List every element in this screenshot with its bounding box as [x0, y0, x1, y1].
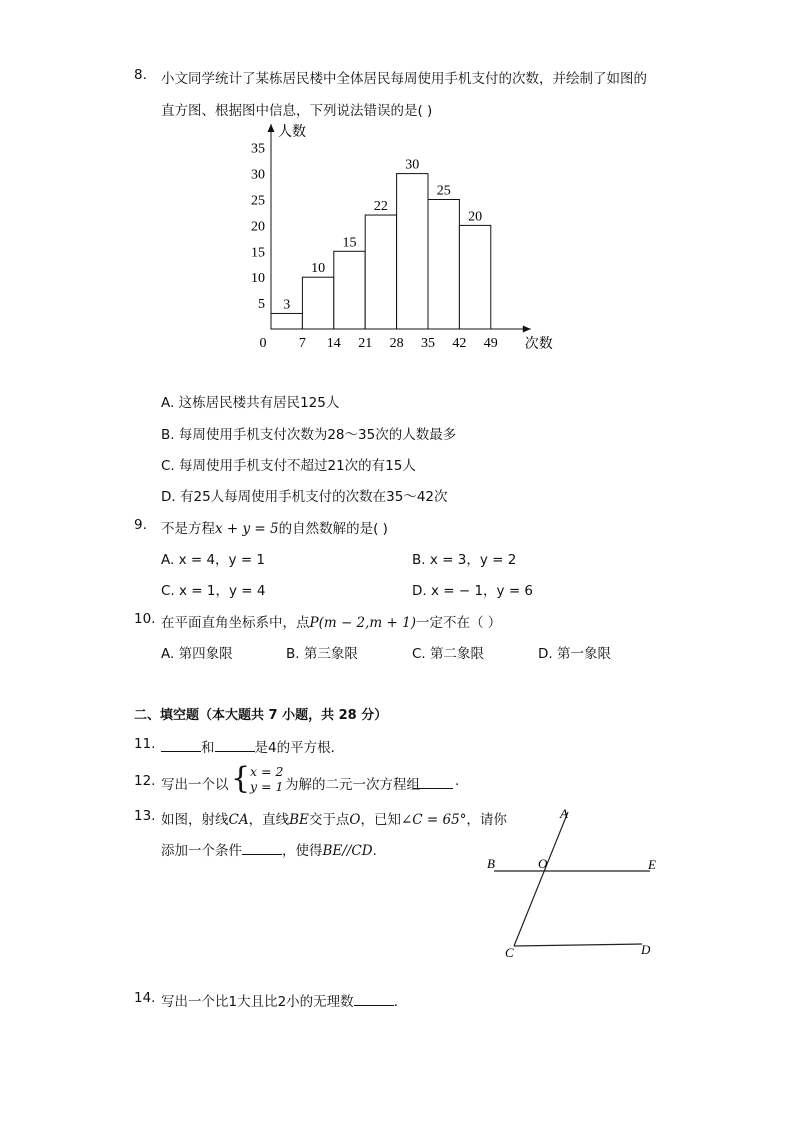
x-tick-label: 42: [452, 336, 467, 351]
bar-value-label: 15: [342, 235, 357, 251]
section-title: 二、填空题（本大题共 7 小题，共 28 分）: [134, 708, 388, 723]
line-cd: [514, 944, 642, 946]
q9-option-d: D. x = − 1，y = 6: [412, 583, 534, 599]
q8-stem-line1: 小文同学统计了某栋居民楼中全体居民每周使用手机支付的次数，并绘制了如图的: [161, 71, 647, 87]
q13-l1-mid: ，直线: [248, 812, 290, 828]
bar-value-label: 3: [283, 297, 291, 313]
q13-l1-post: ，请你: [466, 812, 507, 828]
q13-ray: CA: [228, 812, 249, 828]
q13-line: BE: [289, 812, 309, 828]
y-axis-arrow: [268, 124, 275, 132]
q9-option-c: C. x = 1，y = 4: [161, 583, 266, 599]
histogram-bar-0-7: [271, 313, 302, 329]
q13-parallel: BE//CD: [322, 843, 373, 859]
q12-pre: 写出一个以: [161, 777, 229, 793]
y-tick-label: 20: [251, 219, 265, 235]
histogram-chart: [240, 118, 560, 358]
q14-number: 14.: [134, 990, 156, 1006]
histogram-bar-42-49: [459, 225, 490, 329]
y-tick-label: 10: [251, 271, 265, 287]
q8-stem-line2: 直方图、根据图中信息，下列说法错误的是( ): [161, 103, 433, 119]
y-tick-label: 5: [258, 297, 265, 313]
y-tick-label: 15: [251, 245, 265, 261]
q11-post: 是4的平方根．: [254, 740, 345, 756]
histogram-bar-21-28: [365, 215, 396, 329]
q10-option-d: D. 第一象限: [538, 646, 611, 662]
x-axis-arrow: [523, 326, 531, 333]
y-tick-label: 30: [251, 167, 265, 183]
q13-l1-mid3: ，已知: [360, 812, 401, 828]
x-tick-label: 7: [298, 336, 306, 351]
q9-stem-pre: 不是方程: [161, 521, 215, 537]
histogram-bar-7-14: [302, 277, 333, 329]
bar-value-label: 30: [405, 157, 420, 173]
q11-blank-1[interactable]: [161, 737, 201, 752]
histogram-bar-28-35: [397, 174, 428, 329]
q12-eq1: x = 2: [250, 764, 284, 779]
q8-option-d: D. 有25人每周使用手机支付的次数在35～42次: [161, 489, 448, 505]
label-b: B: [487, 856, 495, 871]
q14-stem: [161, 990, 398, 1010]
q12-brace: {: [231, 761, 251, 796]
bar-value-label: 20: [468, 209, 483, 225]
q11-stem: [161, 736, 344, 756]
q10-stem: [161, 611, 501, 631]
q13-angle: ∠C = 65°: [400, 812, 467, 828]
q8-number: 8.: [134, 67, 147, 83]
q12-blank[interactable]: [413, 774, 453, 789]
y-axis-label: 人数: [278, 124, 306, 140]
q13-point: O: [349, 812, 361, 828]
q10-option-b: B. 第三象限: [286, 646, 358, 662]
histogram-bar-14-21: [334, 251, 365, 329]
q13-l1-mid2: 交于点: [308, 812, 350, 828]
q8-option-a: A. 这栋居民楼共有居民125人: [161, 395, 340, 411]
q13-geometry-figure: [480, 800, 670, 965]
label-a: A: [560, 806, 568, 821]
label-o: O: [538, 856, 548, 871]
label-c: C: [505, 945, 514, 960]
q9-option-b: B. x = 3，y = 2: [412, 552, 517, 568]
q13-l2-post: .: [372, 843, 377, 859]
q14-blank[interactable]: [354, 991, 394, 1006]
x-axis-label: 次数: [524, 336, 553, 352]
q10-point: P(m − 2,m + 1): [309, 615, 416, 631]
q12-end: .: [455, 773, 460, 789]
q9-number: 9.: [134, 517, 147, 533]
ray-ca: [514, 812, 568, 946]
q8-option-b: B. 每周使用手机支付次数为28～35次的人数最多: [161, 427, 457, 443]
q9-stem-post: 的自然数解的是( ): [278, 521, 388, 537]
q14-pre: 写出一个比1大且比2小的无理数: [161, 994, 354, 1010]
bar-value-label: 22: [373, 199, 388, 215]
x-tick-label: 0: [259, 336, 267, 351]
q12-number: 12.: [134, 773, 156, 789]
q8-option-c: C. 每周使用手机支付不超过21次的有15人: [161, 458, 416, 474]
label-e: E: [648, 857, 656, 872]
x-tick-label: 21: [358, 336, 373, 351]
x-tick-label: 28: [389, 336, 404, 351]
q13-l1-pre: 如图，射线: [161, 812, 229, 828]
q11-blank-2[interactable]: [215, 737, 255, 752]
q10-number: 10.: [134, 611, 156, 627]
q10-stem-pre: 在平面直角坐标系中，点: [161, 615, 310, 631]
q13-blank[interactable]: [242, 840, 282, 855]
q10-option-a: A. 第四象限: [161, 646, 233, 662]
q13-l2-pre: 添加一个条件: [161, 843, 242, 859]
y-tick-label: 35: [251, 141, 265, 157]
q14-end: .: [393, 994, 398, 1010]
q9-stem: [161, 517, 388, 537]
q13-stem-line2: [161, 839, 377, 859]
x-tick-label: 14: [326, 336, 341, 351]
q12-eq2: y = 1: [250, 779, 284, 794]
q10-option-c: C. 第二象限: [412, 646, 485, 662]
q12-post: 为解的二元一次方程组: [285, 777, 420, 793]
q10-stem-post: 一定不在（ ）: [415, 615, 502, 631]
q9-equation: x + y = 5: [215, 521, 279, 537]
bar-value-label: 10: [311, 261, 326, 277]
bar-value-label: 25: [436, 183, 451, 199]
q11-number: 11.: [134, 736, 156, 752]
x-tick-label: 49: [483, 336, 498, 351]
y-tick-label: 25: [251, 193, 265, 209]
q13-l2-mid: ，使得: [282, 843, 323, 859]
label-d: D: [641, 942, 651, 957]
x-tick-label: 35: [421, 336, 435, 351]
q13-number: 13.: [134, 808, 156, 824]
q13-stem-line1: [161, 808, 507, 828]
q11-mid: 和: [201, 740, 215, 756]
histogram-bar-35-42: [428, 200, 459, 330]
q9-option-a: A. x = 4，y = 1: [161, 552, 266, 568]
